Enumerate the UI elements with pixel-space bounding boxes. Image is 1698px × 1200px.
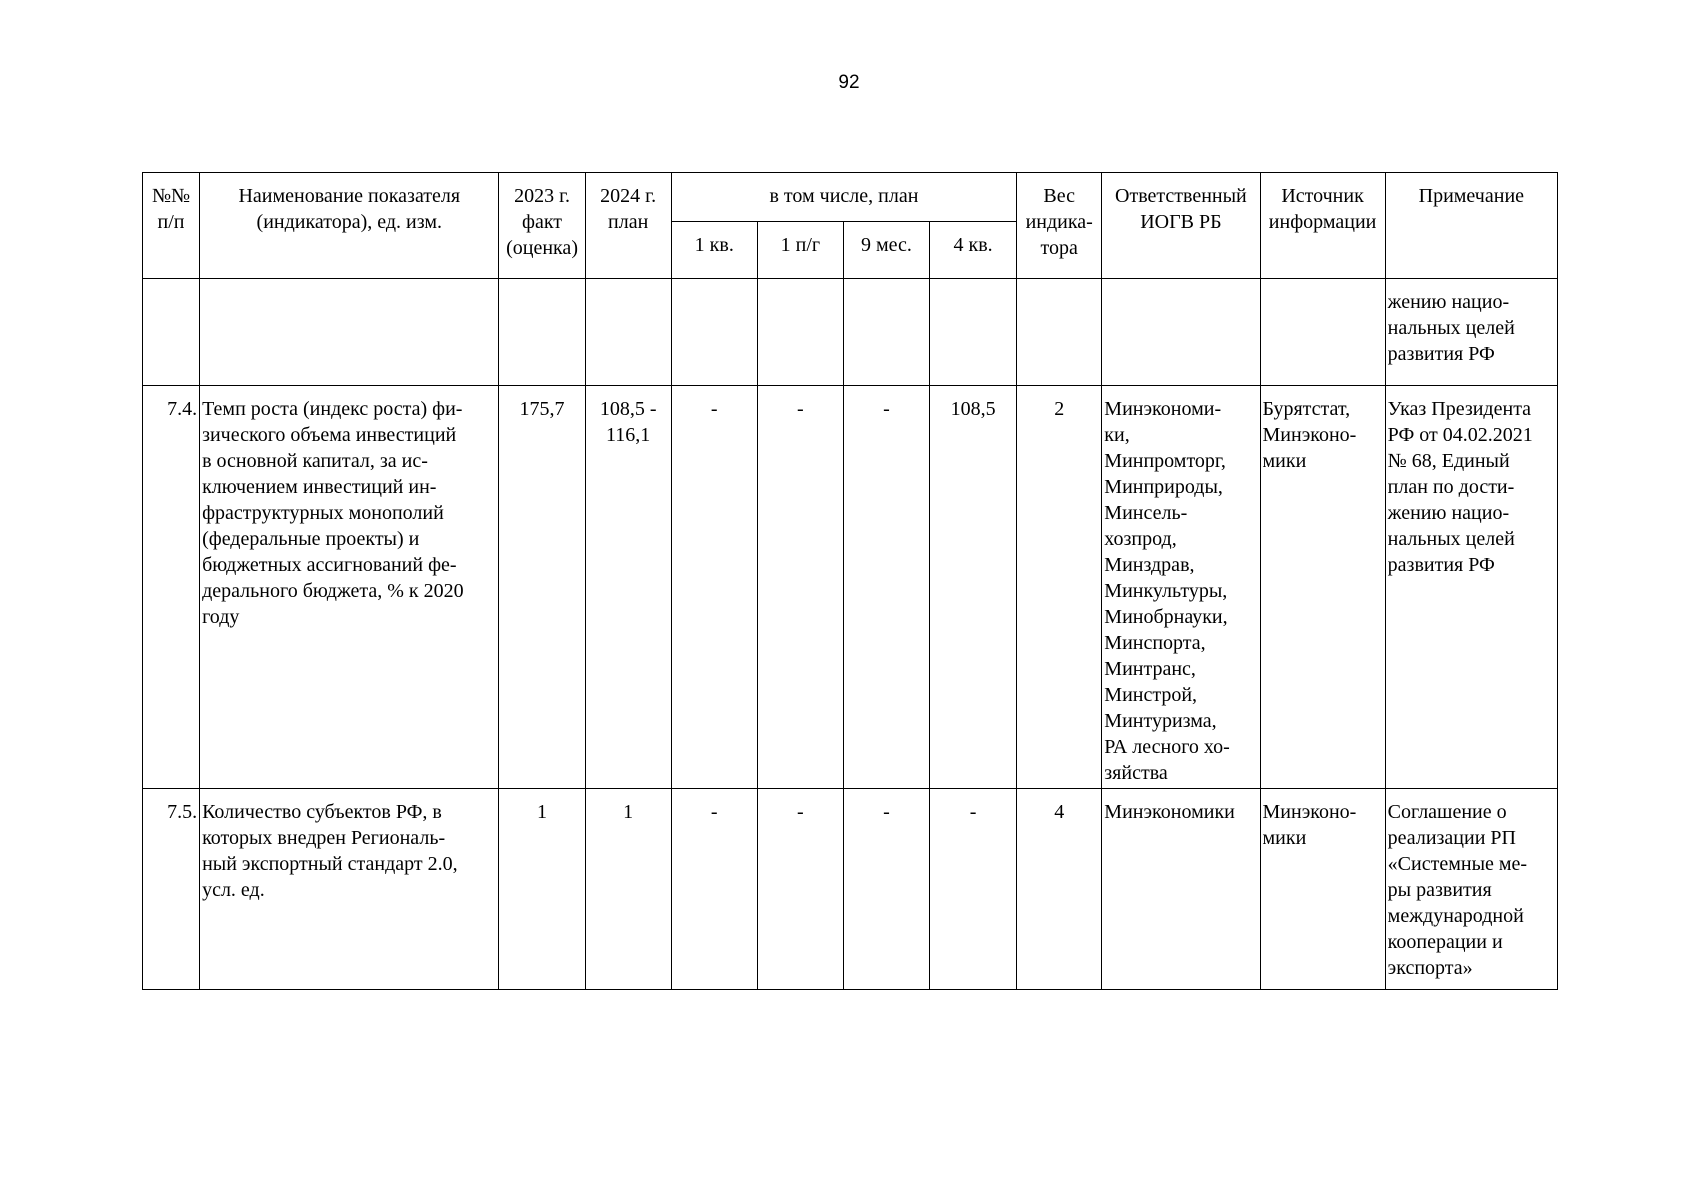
row-weight: 2 (1017, 386, 1102, 789)
row-h1: - (757, 386, 843, 789)
row-name: Количество субъектов РФ, в которых внедрен Региональ- ный экспортный стандарт 2.0, усл. ед. (200, 789, 499, 990)
row-9-months: - (843, 789, 929, 990)
row-source (1260, 279, 1385, 386)
row-fact-2023: 175,7 (499, 386, 585, 789)
row-responsible: Минэкономи- ки, Минпромторг, Минприроды, Минсель- хозпрод, Минздрав, Минкультуры, Минобрнауки, Минспорта, Минтранс, Минстрой, Минтуризма, РА лесного хо- зяйства (1102, 386, 1260, 789)
row-fact-2023: 1 (499, 789, 585, 990)
row-h1 (757, 279, 843, 386)
row-note: Соглашение о реализации РП «Системные ме- ры развития международной кооперации и экспорта» (1385, 789, 1557, 990)
header-responsible: Ответственный ИОГВ РБ (1102, 173, 1260, 279)
indicators-table (142, 172, 1558, 990)
header-source: Источник информации (1260, 173, 1385, 279)
row-9-months: - (843, 386, 929, 789)
header-note: Примечание (1385, 173, 1557, 279)
row-note: Указ Президента РФ от 04.02.2021 № 68, Единый план по дости- жению нацио- нальных целей развития РФ (1385, 386, 1557, 789)
row-q4: - (930, 789, 1017, 990)
row-q1: - (671, 386, 757, 789)
row-q1 (671, 279, 757, 386)
table-row (143, 789, 1558, 990)
header-q4: 4 кв. (930, 222, 1017, 279)
row-plan-2024: 1 (585, 789, 671, 990)
row-note: жению нацио- нальных целей развития РФ (1385, 279, 1557, 386)
row-num: 7.4. (143, 386, 200, 789)
row-9-months (843, 279, 929, 386)
row-q1: - (671, 789, 757, 990)
header-h1: 1 п/г (757, 222, 843, 279)
page-number: 92 (838, 72, 860, 93)
header-weight: Вес индика- тора (1017, 173, 1102, 279)
row-h1: - (757, 789, 843, 990)
header-including-plan: в том числе, план (671, 173, 1016, 222)
header-num: №№ п/п (143, 173, 200, 279)
header-row-1 (143, 173, 1558, 222)
table-row (143, 279, 1558, 386)
row-fact-2023 (499, 279, 585, 386)
row-q4 (930, 279, 1017, 386)
row-plan-2024: 108,5 - 116,1 (585, 386, 671, 789)
row-name: Темп роста (индекс роста) фи- зического объема инвестиций в основной капитал, за ис- ключением инвестиций ин- фраструктурных монополий (федеральные проекты) и бюджетных ассигнований фе- дерального бюджета, % к 2020 году (200, 386, 499, 789)
row-num: 7.5. (143, 789, 200, 990)
table-row (143, 386, 1558, 789)
header-9-months: 9 мес. (843, 222, 929, 279)
row-responsible: Минэкономики (1102, 789, 1260, 990)
row-q4: 108,5 (930, 386, 1017, 789)
header-plan-2024: 2024 г. план (585, 173, 671, 279)
row-weight: 4 (1017, 789, 1102, 990)
header-name: Наименование показателя (индикатора), ед. изм. (200, 173, 499, 279)
row-plan-2024 (585, 279, 671, 386)
row-source: Бурятстат, Минэконо- мики (1260, 386, 1385, 789)
row-responsible (1102, 279, 1260, 386)
row-name (200, 279, 499, 386)
row-num (143, 279, 200, 386)
row-weight (1017, 279, 1102, 386)
header-q1: 1 кв. (671, 222, 757, 279)
header-fact-2023: 2023 г. факт (оценка) (499, 173, 585, 279)
row-source: Минэконо- мики (1260, 789, 1385, 990)
